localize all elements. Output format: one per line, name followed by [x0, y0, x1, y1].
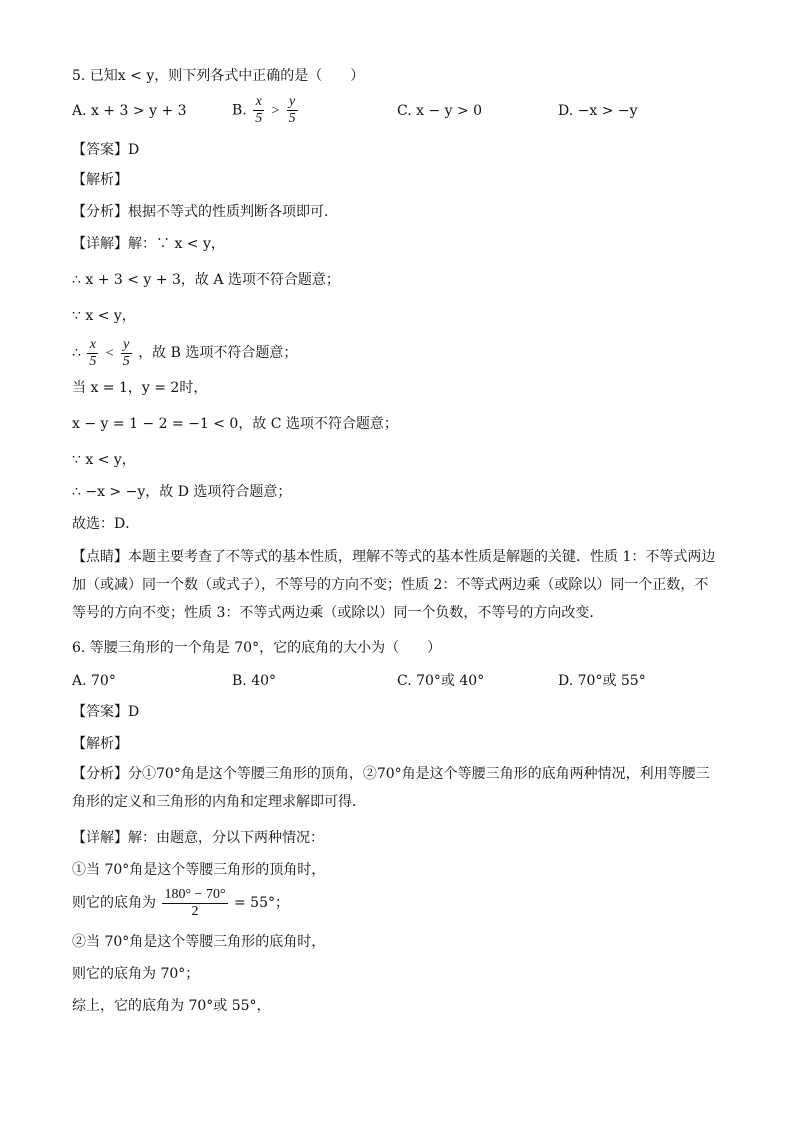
q5-detail-4-frac-y-den: 5: [122, 353, 130, 369]
q5-option-c: C. x − y > 0: [397, 103, 483, 119]
q5-detail-4-frac-x: [87, 337, 98, 370]
q5-detail-line-3: ∵ x < y，: [72, 308, 136, 324]
q6-jiexi-heading: 【解析】: [72, 736, 128, 752]
q5-detail-line-7: ∵ x < y，: [72, 452, 136, 468]
q5-option-b-frac-x-num: x: [253, 94, 264, 111]
q6-analysis: 【分析】分①70°角是这个等腰三角形的顶角，②70°角是这个等腰三角形的底角两种情况，利用等腰三角形的定义和三角形的内角和定理求解即可得．: [72, 766, 710, 810]
q6-option-c: C. 70°或 40°: [397, 673, 485, 689]
q6-detail-line-5: 则它的底角为 70°；: [72, 966, 200, 982]
q6-answer: 【答案】D: [72, 704, 140, 720]
q5-option-b-frac-x: [253, 94, 264, 127]
q5-answer: 【答案】D: [72, 142, 140, 158]
q5-detail-line-4: [72, 336, 297, 371]
q5-option-b-frac-x-den: 5: [255, 111, 263, 126]
q6-option-b: B. 40°: [232, 673, 277, 689]
q5-option-d: D. −x > −y: [558, 103, 638, 119]
q6-option-a: A. 70°: [72, 673, 116, 689]
q5-jiexi-heading: 【解析】: [72, 172, 128, 188]
q6-detail-line-6: 综上，它的底角为 70°或 55°，: [72, 998, 271, 1014]
q6-detail-3-frac: [162, 887, 227, 920]
q5-detail-line-6: x − y = 1 − 2 = −1 < 0，故 C 选项不符合题意；: [72, 416, 398, 432]
q5-detail-line-5: 当 x = 1，y = 2时，: [72, 380, 208, 396]
q6-detail-line-3: [72, 884, 289, 922]
q5-stem: 5. 已知x < y，则下列各式中正确的是（ ）: [72, 68, 365, 84]
q5-detail-line-1: 【详解】解：∵ x < y，: [72, 236, 225, 252]
q5-comment: 【点睛】本题主要考查了不等式的基本性质，理解不等式的基本性质是解题的关键．性质 1：不等式两边加（或减）同一个数（或式子），不等号的方向不变；性质 2：不等式两边乘（或除以）同一个正数，不等号的方向不变；性质 3：不等式两边乘（或除以）同一个负数，不等号的方向改变．: [72, 549, 716, 621]
q5-option-b-frac-y-num: y: [287, 94, 298, 111]
q6-detail-line-4: ②当 70°角是这个等腰三角形的底角时，: [72, 934, 326, 950]
q5-option-b: [232, 94, 300, 127]
q6-options: [72, 670, 732, 694]
q5-detail-4-frac-x-den: 5: [89, 353, 97, 369]
q6-detail-line-1: 【详解】解：由题意，分以下两种情况：: [72, 830, 324, 846]
q6-detail-3-lead: 则它的底角为: [72, 895, 156, 911]
q5-option-b-op: >: [270, 103, 281, 119]
q6-detail-3-frac-num: 180° − 70°: [164, 886, 226, 902]
q5-detail-4-therefore: ∴: [72, 345, 81, 361]
q5-detail-4-op: <: [104, 346, 115, 361]
q6-detail-3-frac-den: 2: [191, 903, 199, 919]
q5-detail-4-tail: ，故 B 选项不符合题意；: [138, 345, 298, 361]
q5-detail-4-frac-x-num: x: [87, 337, 98, 354]
q6-stem: 6. 等腰三角形的一个角是 70°，它的底角的大小为（ ）: [72, 640, 442, 656]
q6-option-d: D. 70°或 55°: [558, 673, 646, 689]
q5-detail-line-2: ∴ x + 3 < y + 3，故 A 选项不符合题意；: [72, 272, 340, 288]
q6-detail-line-2: ①当 70°角是这个等腰三角形的顶角时，: [72, 862, 326, 878]
q6-detail-3-tail: = 55°；: [234, 895, 289, 911]
q5-conclusion: 故选：D．: [72, 516, 140, 532]
q5-option-b-frac-y: [287, 94, 298, 127]
q5-options: [72, 94, 732, 126]
q5-option-b-label: B.: [232, 102, 247, 119]
q5-option-b-frac-y-den: 5: [288, 111, 296, 126]
q5-detail-line-8: ∴ −x > −y，故 D 选项符合题意；: [72, 484, 292, 500]
q5-analysis: 【分析】根据不等式的性质判断各项即可．: [72, 204, 338, 220]
q5-detail-4-frac-y-num: y: [121, 337, 132, 354]
q5-option-a: A. x + 3 > y + 3: [72, 103, 187, 119]
q5-detail-4-frac-y: [121, 337, 132, 370]
